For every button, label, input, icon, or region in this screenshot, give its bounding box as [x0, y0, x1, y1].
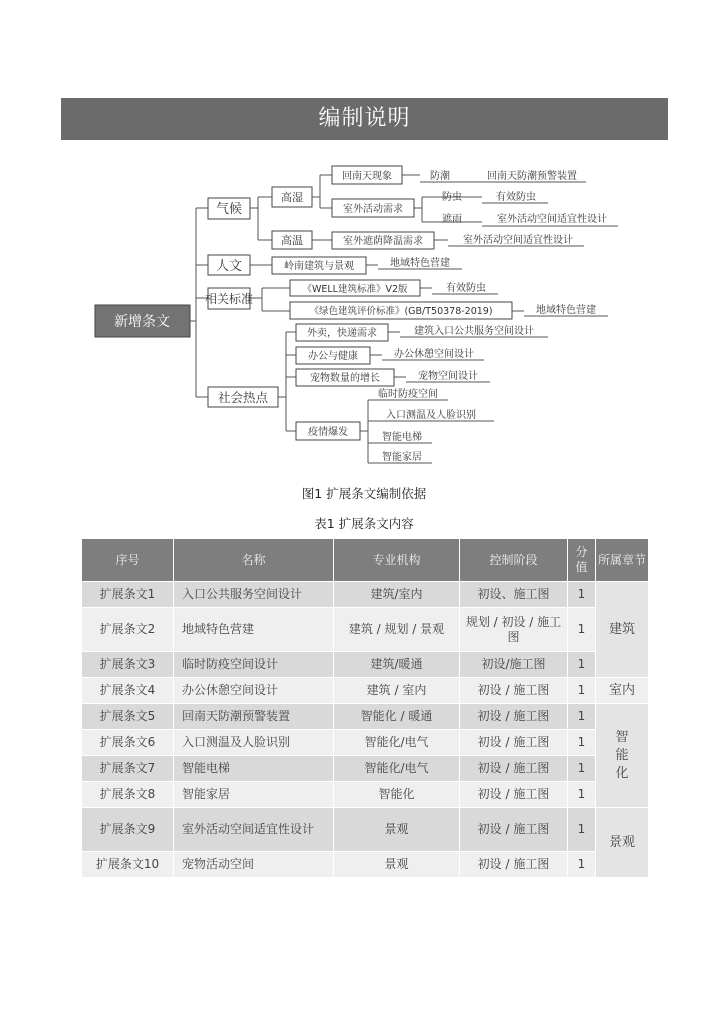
leaf-smart-home: 智能家居 — [382, 452, 422, 463]
branch-climate: 气候 — [215, 202, 243, 217]
header-id: 序号 — [82, 539, 174, 582]
branch-social: 社会热点 — [217, 390, 269, 405]
leaf-well: 《WELL建筑标准》V2版 — [302, 284, 408, 295]
table-header-row — [82, 539, 649, 582]
cell-id: 扩展条文10 — [82, 852, 174, 878]
table-row — [82, 582, 649, 608]
cell-score: 1 — [568, 582, 596, 608]
leaf-lingnan: 岭南建筑与景观 — [284, 261, 354, 272]
table-row — [82, 730, 649, 756]
node-hot: 高温 — [281, 234, 303, 247]
leaf-office: 办公与健康 — [308, 351, 358, 362]
branch-standards: 相关标准 — [204, 292, 254, 306]
cell-name: 临时防疫空间设计 — [174, 652, 334, 678]
leaf-insect: 防虫 — [442, 192, 462, 203]
cell-stage: 初设 / 施工图 — [460, 730, 568, 756]
table-row — [82, 756, 649, 782]
cell-id: 扩展条文1 — [82, 582, 174, 608]
cell-org: 智能化/电气 — [334, 756, 460, 782]
leaf-entrance: 建筑入口公共服务空间设计 — [414, 326, 534, 337]
cell-name: 智能电梯 — [174, 756, 334, 782]
leaf-temp-face: 入口测温及人脸识别 — [386, 410, 476, 421]
mind-map — [0, 0, 728, 500]
table-row — [82, 652, 649, 678]
header-chapter: 所属章节 — [596, 539, 649, 582]
cell-score: 1 — [568, 782, 596, 808]
cell-org: 智能化 / 暖通 — [334, 704, 460, 730]
leaf-regional: 地域特色营建 — [390, 258, 450, 269]
cell-org: 景观 — [334, 808, 460, 852]
cell-id: 扩展条文9 — [82, 808, 174, 852]
leaf-pet-space: 宠物空间设计 — [418, 371, 478, 382]
chapter-architecture: 建筑 — [596, 582, 649, 678]
cell-name: 入口公共服务空间设计 — [174, 582, 334, 608]
leaf-insect-eff: 有效防虫 — [496, 192, 536, 203]
leaf-epidemic: 疫情爆发 — [308, 427, 348, 438]
leaf-shade-demand: 室外遮荫降温需求 — [343, 236, 423, 247]
cell-score: 1 — [568, 756, 596, 782]
cell-org: 建筑 / 规划 / 景观 — [334, 608, 460, 652]
leaf-mold: 防潮 — [430, 171, 450, 182]
cell-name: 办公休憩空间设计 — [174, 678, 334, 704]
cell-score: 1 — [568, 808, 596, 852]
cell-stage: 初设、施工图 — [460, 582, 568, 608]
cell-stage: 初设 / 施工图 — [460, 704, 568, 730]
leaf-temp-space: 临时防疫空间 — [378, 389, 438, 400]
cell-id: 扩展条文4 — [82, 678, 174, 704]
cell-id: 扩展条文3 — [82, 652, 174, 678]
leaf-green: 《绿色建筑评价标准》(GB/T50378-2019) — [309, 306, 493, 317]
cell-id: 扩展条文2 — [82, 608, 174, 652]
header-org: 专业机构 — [334, 539, 460, 582]
leaf-regional2: 地域特色营建 — [536, 305, 596, 316]
leaf-rain: 遮雨 — [442, 214, 462, 225]
table-row — [82, 782, 649, 808]
leaf-office-rest: 办公休憩空间设计 — [394, 349, 474, 360]
cell-org: 智能化/电气 — [334, 730, 460, 756]
table-row — [82, 678, 649, 704]
node-humid: 高湿 — [281, 191, 303, 204]
leaf-outdoor-suit: 室外活动空间适宜性设计 — [497, 214, 607, 225]
cell-stage: 初设 / 施工图 — [460, 808, 568, 852]
cell-score: 1 — [568, 852, 596, 878]
table-row — [82, 608, 649, 652]
leaf-outdoor-demand: 室外活动需求 — [343, 204, 403, 215]
cell-name: 入口测温及人脸识别 — [174, 730, 334, 756]
table-row — [82, 852, 649, 878]
cell-org: 景观 — [334, 852, 460, 878]
leaf-hn-device: 回南天防潮预警装置 — [487, 171, 577, 182]
cell-id: 扩展条文5 — [82, 704, 174, 730]
cell-score: 1 — [568, 652, 596, 678]
leaf-smart-elev: 智能电梯 — [382, 432, 422, 443]
leaf-pets: 宠物数量的增长 — [310, 373, 380, 384]
cell-stage: 初设 / 施工图 — [460, 852, 568, 878]
cell-id: 扩展条文8 — [82, 782, 174, 808]
table-row — [82, 808, 649, 852]
cell-name: 室外活动空间适宜性设计 — [174, 808, 334, 852]
cell-id: 扩展条文7 — [82, 756, 174, 782]
table-row — [82, 704, 649, 730]
cell-org: 建筑 / 室内 — [334, 678, 460, 704]
table-caption: 表1 扩展条文内容 — [314, 516, 414, 531]
cell-stage: 初设/施工图 — [460, 652, 568, 678]
cell-org: 建筑/室内 — [334, 582, 460, 608]
page-title: 编制说明 — [61, 98, 668, 140]
chapter-interior: 室内 — [596, 678, 649, 704]
root-node: 新增条文 — [114, 314, 170, 330]
cell-stage: 初设 / 施工图 — [460, 678, 568, 704]
extension-table — [81, 538, 649, 878]
leaf-hn-weather: 回南天现象 — [342, 171, 392, 182]
chapter-smart-label: 智能化 — [615, 729, 629, 781]
cell-stage: 初设 / 施工图 — [460, 756, 568, 782]
header-score: 分值 — [568, 539, 596, 582]
cell-stage: 规划 / 初设 / 施工图 — [460, 608, 568, 652]
leaf-well-eff: 有效防虫 — [446, 283, 486, 294]
cell-name: 回南天防潮预警装置 — [174, 704, 334, 730]
chapter-smart — [596, 704, 649, 808]
cell-score: 1 — [568, 704, 596, 730]
leaf-outdoor-suit2: 室外活动空间适宜性设计 — [463, 235, 573, 246]
cell-id: 扩展条文6 — [82, 730, 174, 756]
cell-name: 智能家居 — [174, 782, 334, 808]
cell-name: 宠物活动空间 — [174, 852, 334, 878]
figure-caption: 图1 扩展条文编制依据 — [301, 486, 427, 501]
cell-score: 1 — [568, 678, 596, 704]
cell-org: 智能化 — [334, 782, 460, 808]
cell-org: 建筑/暖通 — [334, 652, 460, 678]
header-name: 名称 — [174, 539, 334, 582]
cell-score: 1 — [568, 608, 596, 652]
header-stage: 控制阶段 — [460, 539, 568, 582]
branch-humanities: 人文 — [215, 259, 243, 274]
chapter-landscape: 景观 — [596, 808, 649, 878]
leaf-delivery: 外卖，快递需求 — [307, 328, 377, 339]
cell-score: 1 — [568, 730, 596, 756]
cell-stage: 初设 / 施工图 — [460, 782, 568, 808]
cell-name: 地域特色营建 — [174, 608, 334, 652]
